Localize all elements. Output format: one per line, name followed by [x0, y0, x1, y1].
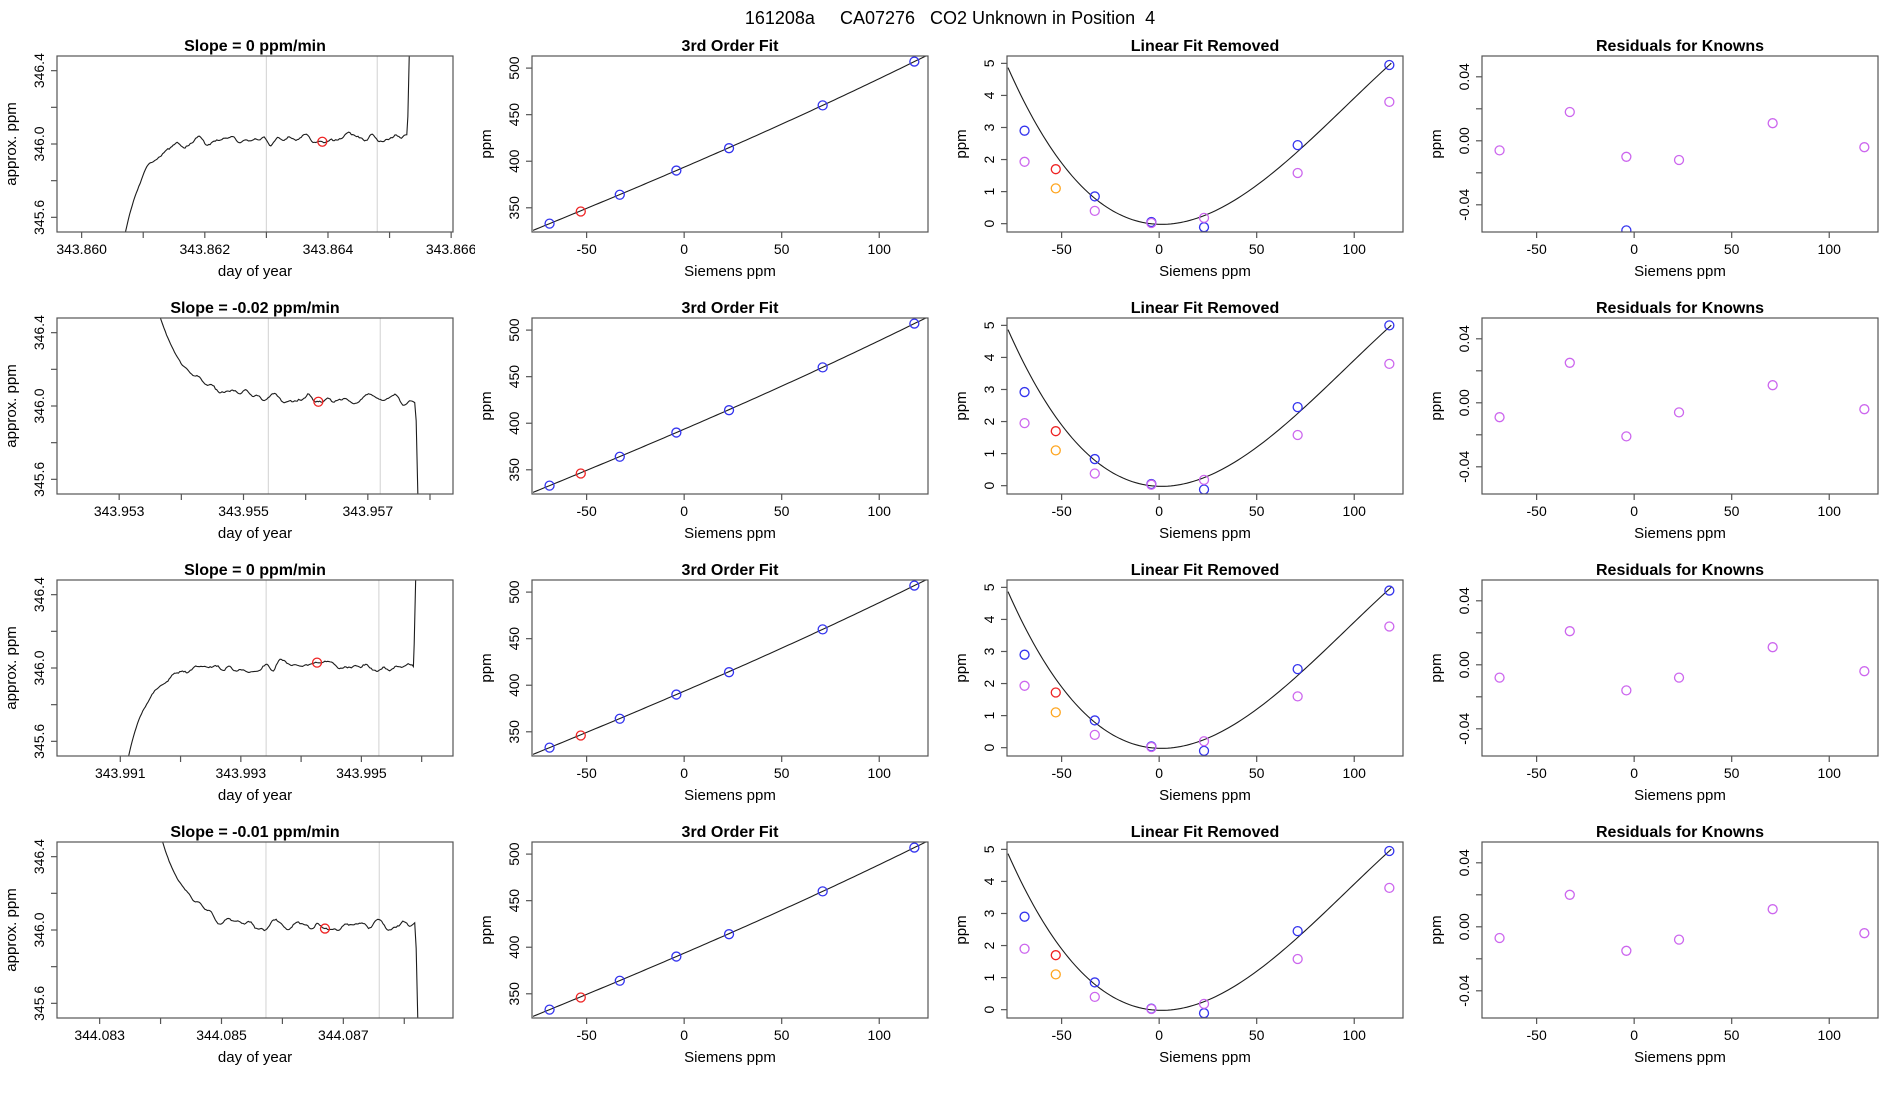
y-tick-label: 0.04: [1456, 63, 1472, 91]
residual-point: [1860, 405, 1869, 414]
x-tick-label: -50: [1526, 503, 1547, 519]
known-alt-point: [1293, 169, 1302, 178]
y-tick-label: 3: [981, 909, 997, 918]
x-tick-label: 100: [1817, 241, 1841, 257]
fit-curve: [1008, 587, 1391, 748]
x-axis-title: Siemens ppm: [684, 1049, 776, 1066]
known-alt-point: [1020, 681, 1029, 690]
panel-title: Linear Fit Removed: [1130, 300, 1280, 317]
x-tick-label: 344.087: [318, 1027, 369, 1043]
panel-title: Residuals for Knowns: [1595, 300, 1765, 317]
y-tick-label: 345.6: [31, 723, 47, 759]
panel-r4-timeseries: [0, 824, 475, 1086]
x-tick-label: 0: [680, 1027, 689, 1043]
x-tick-label: 100: [1817, 1027, 1841, 1043]
x-tick-label: 100: [1817, 765, 1841, 781]
y-axis-title: ppm: [953, 915, 970, 945]
x-tick-label: 0: [680, 503, 689, 519]
y-tick-label: 500: [506, 56, 522, 80]
panel-title: 3rd Order Fit: [681, 300, 779, 317]
y-tick-label: -0.04: [1456, 450, 1472, 483]
residual-point: [1565, 890, 1574, 899]
plot-frame: [1482, 318, 1878, 494]
y-tick-label: 0.00: [1456, 651, 1472, 679]
known-point: [1385, 586, 1394, 595]
residual-point: [1675, 673, 1684, 682]
known-point: [1293, 927, 1302, 936]
plot-frame: [1482, 580, 1878, 756]
y-tick-label: 0.00: [1456, 389, 1472, 417]
panel-title: Linear Fit Removed: [1130, 824, 1280, 841]
unknown-point: [1051, 427, 1060, 436]
panel-r2-residuals: [1425, 300, 1900, 562]
x-tick-label: -50: [1051, 503, 1072, 519]
plot-frame: [1007, 318, 1403, 494]
panel-r1-third_order_fit: [475, 38, 950, 300]
plot-frame: [1007, 56, 1403, 232]
x-tick-label: 0: [1155, 765, 1164, 781]
plot-frame: [1007, 842, 1403, 1018]
y-tick-label: 346.4: [31, 577, 47, 613]
y-tick-label: 500: [506, 580, 522, 604]
fit-curve: [1008, 325, 1391, 486]
unknown-alt-point: [1051, 970, 1060, 979]
x-tick-label: -50: [576, 503, 597, 519]
known-point: [1293, 403, 1302, 412]
residual-point: [1495, 673, 1504, 682]
panel-grid: [0, 38, 1900, 1086]
y-axis-title: ppm: [478, 391, 495, 421]
y-tick-label: 5: [981, 59, 997, 68]
x-tick-label: 100: [1342, 1027, 1366, 1043]
page-title: 161208a CA07276 CO2 Unknown in Position 4: [744, 8, 1156, 28]
y-tick-label: 350: [506, 458, 522, 482]
y-axis-title: ppm: [1428, 915, 1445, 945]
known-alt-point: [1200, 475, 1209, 484]
y-tick-label: 346.4: [31, 839, 47, 875]
x-tick-label: 50: [1248, 503, 1265, 519]
y-tick-label: 1: [981, 711, 997, 720]
x-tick-label: 50: [1723, 765, 1740, 781]
y-tick-label: 500: [506, 318, 522, 342]
panel-r1-timeseries: [0, 38, 475, 300]
plot-frame: [57, 842, 453, 1018]
panel-title: Residuals for Knowns: [1595, 562, 1765, 579]
x-tick-label: 100: [867, 765, 891, 781]
known-point: [1200, 223, 1209, 232]
y-tick-label: 0: [981, 1005, 997, 1014]
x-tick-label: 100: [1342, 765, 1366, 781]
panel-r2-third_order_fit-canvas: [475, 300, 950, 562]
x-tick-label: -50: [1526, 241, 1547, 257]
x-tick-label: -50: [576, 1027, 597, 1043]
y-tick-label: 1: [981, 449, 997, 458]
x-tick-label: 0: [680, 765, 689, 781]
panel-title: 3rd Order Fit: [681, 38, 779, 55]
y-tick-label: 450: [506, 888, 522, 913]
x-tick-label: 343.866: [425, 241, 475, 257]
x-tick-label: 100: [1342, 241, 1366, 257]
x-axis-title: day of year: [217, 525, 293, 542]
residual-point: [1622, 432, 1631, 441]
x-tick-label: 343.995: [336, 765, 387, 781]
x-tick-label: 343.864: [302, 241, 354, 257]
known-alt-point: [1090, 469, 1099, 478]
y-tick-label: 2: [981, 155, 997, 164]
known-alt-point: [1385, 622, 1394, 631]
y-tick-label: 400: [506, 673, 522, 697]
residual-point: [1622, 686, 1631, 695]
panel-r4-residuals-canvas: [1425, 824, 1900, 1086]
x-tick-label: 100: [867, 1027, 891, 1043]
panel-title: Linear Fit Removed: [1130, 38, 1280, 55]
x-tick-label: 344.085: [196, 1027, 247, 1043]
known-alt-point: [1020, 157, 1029, 166]
known-point: [1385, 321, 1394, 330]
signal-trace: [99, 562, 417, 824]
x-tick-label: 100: [867, 241, 891, 257]
y-tick-label: 4: [981, 353, 997, 362]
residual-point: [1675, 935, 1684, 944]
x-axis-title: Siemens ppm: [1634, 525, 1726, 542]
x-axis-title: Siemens ppm: [1159, 525, 1251, 542]
x-tick-label: 0: [1155, 503, 1164, 519]
residual-point: [1495, 413, 1504, 422]
residual-point: [1675, 156, 1684, 165]
y-tick-label: 345.6: [31, 985, 47, 1021]
y-tick-label: 400: [506, 411, 522, 435]
y-tick-label: 4: [981, 877, 997, 886]
x-axis-title: day of year: [217, 787, 293, 804]
y-tick-label: 3: [981, 123, 997, 132]
x-tick-label: 50: [1248, 1027, 1265, 1043]
y-axis-title: ppm: [953, 391, 970, 421]
residual-point: [1860, 143, 1869, 152]
y-axis-title: ppm: [953, 653, 970, 683]
panel-r4-linear_fit_removed-canvas: [950, 824, 1425, 1086]
known-alt-point: [1090, 206, 1099, 215]
unknown-point: [1051, 951, 1060, 960]
known-point: [1200, 746, 1209, 755]
plot-frame: [1482, 56, 1878, 232]
known-alt-point: [1293, 431, 1302, 440]
known-alt-point: [1385, 359, 1394, 368]
panel-r4-linear_fit_removed: [950, 824, 1425, 1086]
known-point: [1020, 388, 1029, 397]
x-axis-title: Siemens ppm: [1634, 787, 1726, 804]
x-tick-label: 0: [1630, 241, 1639, 257]
y-tick-label: 400: [506, 149, 522, 173]
panel-r3-linear_fit_removed-canvas: [950, 562, 1425, 824]
x-tick-label: 100: [867, 503, 891, 519]
y-tick-label: 346.0: [31, 126, 47, 162]
y-tick-label: 400: [506, 935, 522, 959]
y-tick-label: 0: [981, 481, 997, 490]
y-tick-label: 0.00: [1456, 127, 1472, 155]
known-alt-point: [1090, 730, 1099, 739]
x-axis-title: Siemens ppm: [1634, 1049, 1726, 1066]
x-tick-label: 50: [1248, 765, 1265, 781]
panel-r4-third_order_fit: [475, 824, 950, 1086]
panel-r3-third_order_fit-canvas: [475, 562, 950, 824]
x-axis-title: Siemens ppm: [684, 787, 776, 804]
x-axis-title: day of year: [217, 263, 293, 280]
panel-r2-residuals-canvas: [1425, 300, 1900, 562]
signal-trace: [122, 300, 420, 562]
x-tick-label: 0: [1630, 1027, 1639, 1043]
y-tick-label: 2: [981, 941, 997, 950]
panel-r3-residuals: [1425, 562, 1900, 824]
x-tick-label: 50: [773, 503, 790, 519]
x-tick-label: -50: [1051, 765, 1072, 781]
known-point: [1020, 126, 1029, 135]
known-point: [1020, 912, 1029, 921]
panel-r2-timeseries-canvas: [0, 300, 475, 562]
panel-r4-residuals: [1425, 824, 1900, 1086]
unknown-alt-point: [1051, 446, 1060, 455]
y-axis-title: ppm: [478, 653, 495, 683]
panel-title: Residuals for Knowns: [1595, 824, 1765, 841]
y-axis-title: ppm: [1428, 653, 1445, 683]
known-point: [1090, 192, 1099, 201]
plot-frame: [1007, 580, 1403, 756]
panel-r1-third_order_fit-canvas: [475, 38, 950, 300]
panel-title: Slope = -0.01 ppm/min: [170, 824, 340, 841]
panel-r2-timeseries: [0, 300, 475, 562]
x-tick-label: 343.955: [218, 503, 269, 519]
residual-point: [1565, 627, 1574, 636]
x-tick-label: 50: [1723, 241, 1740, 257]
y-tick-label: 5: [981, 845, 997, 854]
x-tick-label: -50: [1051, 1027, 1072, 1043]
y-axis-title: ppm: [1428, 391, 1445, 421]
x-tick-label: -50: [1051, 241, 1072, 257]
x-tick-label: 50: [1248, 241, 1265, 257]
x-tick-label: 344.083: [74, 1027, 125, 1043]
y-tick-label: 3: [981, 647, 997, 656]
panel-title: Linear Fit Removed: [1130, 562, 1280, 579]
residual-point: [1768, 381, 1777, 390]
panel-r1-residuals-canvas: [1425, 38, 1900, 300]
plot-frame: [57, 318, 453, 494]
y-tick-label: 346.0: [31, 650, 47, 686]
y-tick-label: 450: [506, 364, 522, 389]
x-tick-label: 343.953: [93, 503, 145, 519]
y-tick-label: 346.0: [31, 912, 47, 948]
panel-r1-timeseries-canvas: [0, 38, 475, 300]
signal-trace: [97, 38, 411, 300]
x-axis-title: Siemens ppm: [1159, 787, 1251, 804]
y-axis-title: approx. ppm: [3, 364, 20, 448]
residual-point: [1622, 152, 1631, 161]
residual-point: [1565, 108, 1574, 117]
unknown-alt-point: [1051, 184, 1060, 193]
known-point: [1293, 141, 1302, 150]
x-tick-label: 50: [773, 241, 790, 257]
x-tick-label: 50: [1723, 1027, 1740, 1043]
y-tick-label: 346.4: [31, 53, 47, 89]
x-axis-title: day of year: [217, 1049, 293, 1066]
x-tick-label: 50: [773, 1027, 790, 1043]
y-tick-label: 2: [981, 417, 997, 426]
x-tick-label: -50: [576, 765, 597, 781]
y-tick-label: 0: [981, 743, 997, 752]
fit-curve: [1008, 63, 1391, 224]
y-tick-label: 1: [981, 187, 997, 196]
y-tick-label: 2: [981, 679, 997, 688]
y-tick-label: 350: [506, 196, 522, 220]
residual-point: [1495, 146, 1504, 155]
y-tick-label: 4: [981, 91, 997, 100]
y-tick-label: 450: [506, 626, 522, 651]
residual-point: [1495, 934, 1504, 943]
panel-title: Slope = 0 ppm/min: [184, 38, 326, 55]
y-tick-label: 3: [981, 385, 997, 394]
y-tick-label: 500: [506, 842, 522, 866]
residual-point: [1565, 358, 1574, 367]
y-tick-label: -0.04: [1456, 712, 1472, 745]
panel-title: 3rd Order Fit: [681, 824, 779, 841]
x-tick-label: -50: [1526, 765, 1547, 781]
x-tick-label: 343.991: [94, 765, 146, 781]
x-tick-label: 50: [1723, 503, 1740, 519]
y-tick-label: 345.6: [31, 199, 47, 235]
y-tick-label: 450: [506, 102, 522, 127]
known-point: [1090, 455, 1099, 464]
panel-r4-third_order_fit-canvas: [475, 824, 950, 1086]
y-axis-title: approx. ppm: [3, 888, 20, 972]
y-tick-label: 345.6: [31, 461, 47, 497]
y-tick-label: 350: [506, 982, 522, 1006]
y-tick-label: 5: [981, 321, 997, 330]
x-tick-label: 343.993: [215, 765, 267, 781]
panel-r2-third_order_fit: [475, 300, 950, 562]
x-tick-label: -50: [1526, 1027, 1547, 1043]
known-alt-point: [1090, 992, 1099, 1001]
x-tick-label: 343.860: [56, 241, 107, 257]
known-point: [1020, 650, 1029, 659]
x-axis-title: Siemens ppm: [684, 263, 776, 280]
x-tick-label: 0: [1630, 765, 1639, 781]
x-tick-label: 343.957: [342, 503, 394, 519]
x-tick-label: 0: [680, 241, 689, 257]
unknown-point: [1051, 165, 1060, 174]
panel-r3-timeseries-canvas: [0, 562, 475, 824]
unknown-point: [1051, 688, 1060, 697]
y-tick-label: -0.04: [1456, 188, 1472, 221]
panel-title: Residuals for Knowns: [1595, 38, 1765, 55]
x-tick-label: 343.862: [179, 241, 231, 257]
y-tick-label: 0: [981, 219, 997, 228]
panel-title: Slope = 0 ppm/min: [184, 562, 326, 579]
panel-r1-linear_fit_removed-canvas: [950, 38, 1425, 300]
panel-title: Slope = -0.02 ppm/min: [170, 300, 340, 317]
known-alt-point: [1293, 692, 1302, 701]
x-axis-title: Siemens ppm: [1159, 1049, 1251, 1066]
residual-point: [1622, 946, 1631, 955]
panel-r1-residuals: [1425, 38, 1900, 300]
panel-r1-linear_fit_removed: [950, 38, 1425, 300]
x-tick-label: 50: [773, 765, 790, 781]
y-tick-label: -0.04: [1456, 974, 1472, 1007]
residual-point: [1768, 119, 1777, 128]
x-axis-title: Siemens ppm: [1159, 263, 1251, 280]
y-tick-label: 4: [981, 615, 997, 624]
x-tick-label: 0: [1155, 1027, 1164, 1043]
y-axis-title: ppm: [953, 129, 970, 159]
known-alt-point: [1385, 883, 1394, 892]
panel-r3-timeseries: [0, 562, 475, 824]
known-point: [1200, 1009, 1209, 1018]
x-tick-label: 0: [1630, 503, 1639, 519]
known-alt-point: [1020, 419, 1029, 428]
x-axis-title: Siemens ppm: [684, 525, 776, 542]
y-tick-label: 346.4: [31, 315, 47, 351]
y-tick-label: 0.00: [1456, 913, 1472, 941]
signal-trace: [126, 824, 420, 1086]
plot-frame: [1482, 842, 1878, 1018]
x-tick-label: -50: [576, 241, 597, 257]
residual-point: [1860, 667, 1869, 676]
panel-r2-linear_fit_removed-canvas: [950, 300, 1425, 562]
known-point: [1200, 485, 1209, 494]
x-tick-label: 100: [1817, 503, 1841, 519]
y-axis-title: ppm: [478, 129, 495, 159]
known-alt-point: [1293, 955, 1302, 964]
residual-point: [1768, 643, 1777, 652]
fit-curve: [1008, 849, 1391, 1010]
panel-r4-timeseries-canvas: [0, 824, 475, 1086]
y-tick-label: 346.0: [31, 388, 47, 424]
y-tick-label: 5: [981, 583, 997, 592]
known-point: [1293, 665, 1302, 674]
y-tick-label: 0.04: [1456, 325, 1472, 353]
known-point: [1090, 716, 1099, 725]
y-axis-title: ppm: [478, 915, 495, 945]
y-axis-title: ppm: [1428, 129, 1445, 159]
x-tick-label: 100: [1342, 503, 1366, 519]
known-alt-point: [1147, 480, 1156, 489]
y-tick-label: 0.04: [1456, 587, 1472, 615]
y-axis-title: approx. ppm: [3, 626, 20, 710]
y-tick-label: 1: [981, 973, 997, 982]
plot-frame: [57, 56, 453, 232]
known-alt-point: [1200, 213, 1209, 222]
panel-r3-residuals-canvas: [1425, 562, 1900, 824]
known-alt-point: [1200, 999, 1209, 1008]
x-axis-title: Siemens ppm: [1634, 263, 1726, 280]
known-alt-point: [1020, 944, 1029, 953]
panel-r3-third_order_fit: [475, 562, 950, 824]
residual-point: [1768, 905, 1777, 914]
residual-clipped-point: [1622, 226, 1631, 235]
y-axis-title: approx. ppm: [3, 102, 20, 186]
residual-point: [1860, 929, 1869, 938]
panel-r2-linear_fit_removed: [950, 300, 1425, 562]
residual-point: [1675, 408, 1684, 417]
panel-r3-linear_fit_removed: [950, 562, 1425, 824]
x-tick-label: 0: [1155, 241, 1164, 257]
unknown-alt-point: [1051, 708, 1060, 717]
y-tick-label: 0.04: [1456, 849, 1472, 877]
panel-title: 3rd Order Fit: [681, 562, 779, 579]
y-tick-label: 350: [506, 720, 522, 744]
known-point: [1090, 978, 1099, 987]
known-alt-point: [1385, 97, 1394, 106]
